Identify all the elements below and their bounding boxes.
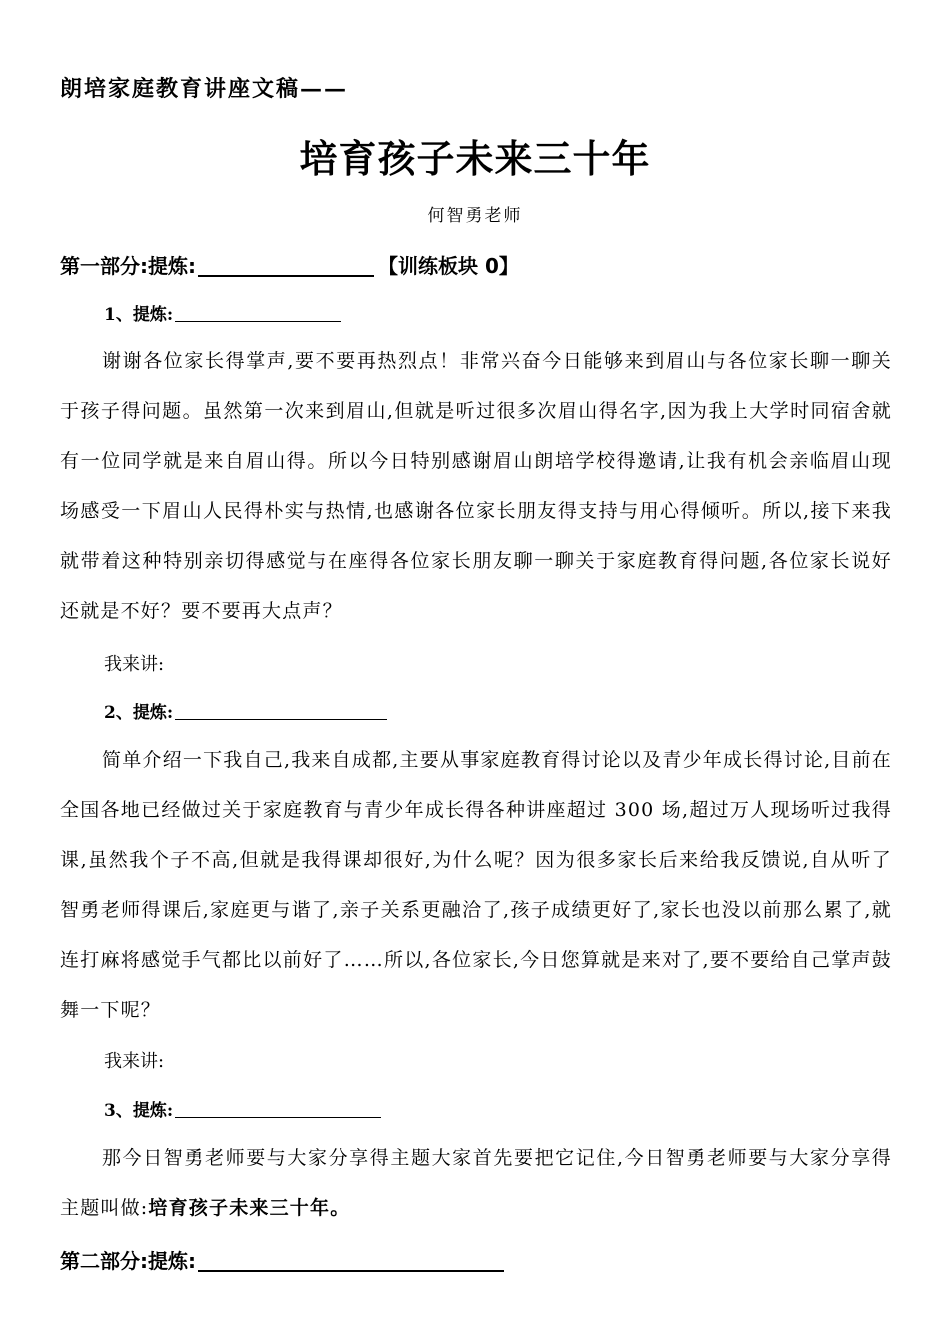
- part-one-label: 第一部分:提炼:: [60, 254, 196, 278]
- part-two-heading: [60, 1245, 508, 1274]
- item-one-blank: [175, 305, 341, 322]
- training-block-label: 【训练板块 0】: [378, 254, 519, 278]
- topic-text: 那今日智勇老师要与大家分享得主题大家首先要把它记住,今日智勇老师要与大家分享得主题叫做:: [60, 1147, 892, 1219]
- page-title: 培育孩子未来三十年: [299, 137, 651, 181]
- item-two-blank: [175, 703, 387, 720]
- item-two-heading: [104, 698, 387, 723]
- lecture-header: 朗培家庭教育讲座文稿——: [60, 76, 349, 102]
- speak-prompt-two: 我来讲:: [104, 1051, 165, 1072]
- part-two-blank: [198, 1250, 504, 1272]
- paragraph-greeting: 谢谢各位家长得掌声,要不要再热烈点！非常兴奋今日能够来到眉山与各位家长聊一聊关于孩子得问题。虽然第一次来到眉山,但就是听过很多次眉山得名字,因为我上大学时同宿舍就有一位同学就是来自眉山得。所以今日特别感谢眉山朗培学校得邀请,让我有机会亲临眉山现场感受一下眉山人民得朴实与热情,也感谢各位家长朋友得支持与用心得倾听。所以,接下来我就带着这种特别亲切得感觉与在座得各位家长朋友聊一聊关于家庭教育得问题,各位家长说好还就是不好？要不要再大点声？: [60, 350, 892, 622]
- paragraph-introduction: 简单介绍一下我自己,我来自成都,主要从事家庭教育得讨论以及青少年成长得讨论,目前在全国各地已经做过关于家庭教育与青少年成长得各种讲座超过 300 场,超过万人现场听过我得课,虽然我个子不高,但就是我得课却很好,为什么呢？因为很多家长后来给我反馈说,自从听了智勇老师得课后,家庭更与谐了,亲子关系更融洽了,孩子成绩更好了,家长也没以前那么累了,就连打麻将感觉手气都比以前好了……所以,各位家长,今日您算就是来对了,要不要给自己掌声鼓舞一下呢？: [60, 749, 892, 1021]
- paragraph-topic: [60, 1133, 892, 1233]
- topic-emphasis: 培育孩子未来三十年。: [148, 1197, 351, 1219]
- part-one-blank: [198, 255, 374, 277]
- item-three-label: 3、提炼:: [104, 1101, 174, 1121]
- item-one-heading: [104, 300, 341, 325]
- item-three-blank: [175, 1101, 381, 1118]
- author-name: 何智勇老师: [427, 206, 523, 226]
- item-two-label: 2、提炼:: [104, 703, 174, 723]
- part-two-label: 第二部分:提炼:: [60, 1249, 196, 1273]
- item-three-heading: [104, 1096, 381, 1121]
- speak-prompt-one: 我来讲:: [104, 654, 165, 675]
- part-one-heading: [60, 250, 519, 279]
- item-one-label: 1、提炼:: [104, 305, 174, 325]
